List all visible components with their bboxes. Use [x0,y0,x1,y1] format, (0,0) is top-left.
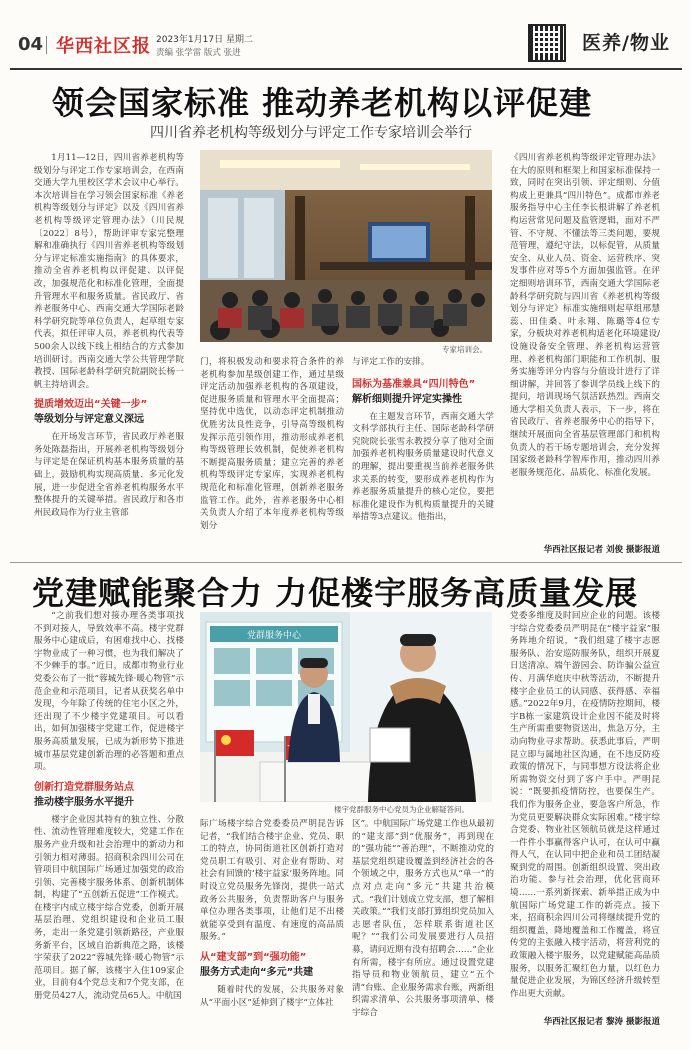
article1-paragraph-4: 与评定工作的安排。 [352,357,430,367]
editors-line: 责编 张学雷 版式 张进 [156,48,241,58]
article1-paragraph-5: 在主题发言环节，西南交通大学文科学部执行主任、国际老龄科学研究院院长张雪永教授分享了他对全面加强养老机构服务质量建设时代意义的理解，提出要重视当前养老服务供求关系的转变，要形成养老机构作为养老服务质量提升的核心定位，要把标准化建设作为机构质量提升的关键举措等3点建议。他指出， [352,411,494,523]
article-divider [10,562,682,563]
article2-paragraph-2: 楼宇企业因其特有的独立性、分散性、流动性管理难度较大，党建工作在服务产业升级和社会治理中的新动力和引领力相对薄弱。招商积余四川公司在管项目中航国际广场通过加强党的政治引领、完善楼宇服务体系、创新机制体制，构建了“五创新五促进”工作模式。在楼宇内成立楼宇综合党委，创新开展基层治理、党组织建设和企业员工服务，走出一条党建引领新路径，产业服务新平台，区域自治新典范之路，该楼宇荣获了2022“蓉城先锋·暖心物管”示范项目。据了解，该楼宇入住109家企业，目前有4个党总支和7个党支部，在册党员427人，流动党员65人。中航国 [34,814,184,1002]
article2-paragraph-1: “之前我们想对接办理各类事项找不到对接人，导致效率不高。楼宇党群服务中心建成后，有困难找中心、找楼宇物业成了一种习惯，也为我们解决了不少棘手的事。”近日，成都市物业行业党委公布了一批“蓉城先锋·暖心物管”示范企业和示范项目，记者从获奖名单中发现，今年除了传统的住宅小区之外，还出现了不少楼宇党建项目。可以看出，如何加强楼宇党建工作，促进楼宇服务高质量发展，已成为新形势下推进城市基层党建创新治理的必答题和重点项。 [34,611,184,773]
article2-subheading-black-2: 服务方式走向“多元”共建 [200,966,314,978]
article1-byline: 华西社区报记者 刘俊 摄影报道 [543,545,660,555]
article2-subheading-red-1: 创新打造党群服务站点 [34,781,134,793]
article1-paragraph-1: 1月11—12日，四川省养老机构等级划分与评定工作专家培训会，在西南交通大学九里校区学术会议中心举行。本次培训旨在学习领会国家标准《养老机构等级划分与评定》以及《四川省养老机构等级评定管理办法》（川民规〔2022〕8号），帮助评审专家完整理解和准确执行《四川省养老机构等级划分与评定标准实施指南》的具体要求，推动全省养老机构以评促建、以评促改，加强规范化和标准化管理，全面提升管理水平和服务质量。省民政厅、省养老服务中心、西南交通大学国际老龄科学研究院等单位负责人，起草组专家代表，拟任评审人员，养老机构代表等500余人以线下线上相结合的方式参加培训研讨。西南交通大学公共管理学院教授、国际老龄科学研究院副院长杨一帆主持培训会。 [34,153,184,390]
service-center-photo [200,612,492,802]
banner-text: 党群服务中心 [246,631,302,641]
article1-paragraph-3: 门，将积极发动和要求符合条件的养老机构参加星级创建工作，通过星级评定活动加强养老机构的各项建设，促进服务质量和管理水平全面提高；坚持优中选优，以动态评定机制推动优胜劣汰良性竞争，引导高等级机构发挥示范引领作用，推动形成养老机构等级管理长效机制，促使养老机构不断提高服务质量；建立完善的养老机构等级评定专家库，实现养老机构规范化和标准化管理，创新养老服务监管工作。此外，省养老服务中心相关负责人介绍了本年度养老机构等级划分 [200,357,344,531]
article2-column-2 [200,818,344,1028]
article1-column-2 [200,356,344,558]
header-separator [46,36,47,54]
article1-column-4 [510,152,660,544]
issue-date: 2023年1月17日 星期二 [156,35,253,45]
paper-name: 华西社区报 [56,36,151,57]
article1-subheading-red-2: 国标为基准兼具“四川特色” [352,378,476,390]
article1-subheading-black-2: 解析细则提升评定实操性 [352,393,462,405]
qr-code-icon [528,24,566,62]
article2-headline: 党建赋能聚合力 力促楼宇服务高质量发展 [32,574,639,612]
article2-photo-caption: 楼宇党群服务中心党员为企业解疑答问。 [334,805,469,814]
article2-column-1 [34,610,184,1028]
article2-paragraph-6: 党委多维度及时回应企业的问题。该楼宇综合党委委员严明昆在“楼宇益家”服务阵地介绍说，“我们组建了楼宇志愿服务队、治安巡防服务队，组织开展夏日送清凉、端午游园会、防诈骗公益宣传、月满华庭庆中秋等活动，不断提升楼宇企业员工的认同感、获得感、幸福感。”2022年9月，在疫情防控期间，楼宇B栋一家建筑设计企业因不能及时将生产所需重要物资送出，焦急万分，主动向物业寻求帮助。获悉此事后，严明昆立即与属地社区沟通，在不违反防疫政策的情况下，与同事想方设法将企业所需物资交付到了客户手中。严明昆说：“既要抓疫情防控，也要保生产。我们作为服务企业，要急客户所急，作为党员更要解决群众实际困难。”楼宇综合党委、物业社区领航员就是这样通过一件件小事赢得客户认可，在认可中赢得人气，在认同中把企业和员工团结凝聚到党的周围。创新组织设置、突出政治功能、参与社会治理，优化营商环境……一系列新探索、新举措正成为中航国际广场党建工作的新亮点。接下来，招商积余四川公司将继续提升党的组织覆盖，降地覆盖和工作覆盖，将宣传党的主张融入楼宇活动，将营利党的政策融入楼宇服务，以党建赋能高品质服务，以服务汇聚红色力量，以红色力量促进企业发展，为锦区经济升级转型作出更大贡献。 [510,611,660,999]
article2-byline: 华西社区报记者 黎涛 摄影报道 [543,1017,660,1027]
article2-paragraph-4: 随着时代的发展，公共服务对象从“平面小区”延伸到了楼宇“立体社 [200,984,344,1008]
article2-column-4 [510,610,660,1014]
article2-paragraph-3: 际广场楼宇综合党委委员严明昆告诉记者，“我们结合楼宇企业、党员、职工的特点，协同街道社区创新打造对党员职工有吸引、对企业有帮助、对社会有回馈的‘楼宇益家’服务阵地。同时设立党员服务先锋岗，提供一站式政务公共服务，负责帮助客户与服务单位办理各类事项，让他们足不出楼就能享受到有温度、有速度的高品质服务。” [200,819,344,943]
article1-paragraph-6: 《四川省养老机构等级评定管理办法》在大的原则和框架上和国家标准保持一致，同时在突出引领、评定细则、分值构成上更兼具“四川特色”。成都市养老服务指导中心主任李长根讲解了养老机构运营常见问题及监管逻辑，面对不严管、不守规、不懂法等三类问题，要规范管理，遵纪守法，以标促管，从质量安全、从业人员、资金、运营秩序、突发事件应对等5个方面加强监管。在评定细则培训环节，西南交通大学国际老龄科学研究院与四川省《养老机构等级划分与评定》标准实施细则起草组邢慧蕊、田佳桑、叶永翔、陈璐等4位专家，分板块对养老机构适老化环境建设/设施设备安全管理、养老机构运营管理、养老机构部门职能和工作机制、服务实施等评分内容与分值设计进行了详细讲解，并回答了参训学员线上线下的提问，培训现场气氛活跃热烈。西南交通大学相关负责人表示，下一步，将在省民政厅、省养老服务中心的指导下，继续开展面向全省基层管理部门和机构负责人的若干场专题培训会，充分发挥国家级老龄科学智库作用，推动四川养老服务规范化、品质化、标准化发展。 [510,153,660,478]
section-name: 医养/物业 [582,32,670,54]
article1-headline: 领会国家标准 推动养老机构以评促建 [52,84,593,122]
article1-subhead: 四川省养老机构等级划分与评定工作专家培训会举行 [150,125,472,141]
page-number: 04 [18,34,44,55]
training-photo-illustration [200,150,492,342]
page-header [10,22,682,68]
article1-subheading-black-1: 等级划分与评定意义深远 [34,414,144,426]
header-rule [10,68,682,70]
article1-column-3 [352,356,494,558]
article2-paragraph-5: 区”。中航国际广场党建工作也从最初的“建支部”到“优服务”，再到现在的“强功能”“善治理”，不断推动党的基层党组织建设覆盖到经济社会的各个领域之中，服务方式也从“单一”的点对点走向“多元”共建共治模式。“我们计划成立党支部，想了解相关政策。”“我们支部打算组织党员加入志愿者队伍，怎样联系街道社区呢？”“我们公司发展要进行人员招募，请问近期有没有招聘会……”企业有所需，楼宇有所应。通过设置党建指导员和物业领航员，建立“五个清”台账、企业服务需求台账，两新组织需求清单、公共服务事项清单、楼宇综合 [352,819,494,1018]
article2-column-3 [352,818,494,1028]
article2-subheading-red-2: 从“建支部”到“强功能” [200,951,307,963]
article1-subheading-red-1: 提质增效迈出“关键一步” [34,399,148,411]
service-photo-illustration [200,612,492,802]
article1-column-1 [34,152,184,558]
article1-paragraph-2: 在开场发言环节，省民政厅养老服务处陈磊指出，开展养老机构等级划分与评定是在保证机构基本服务质量的基础上，鼓励机构实现高质量、多元化发展，进一步促进全省养老机构服务水平整体提升的关键举措。省民政厅和各市州民政局作为行业主管部 [34,432,184,518]
article2-subheading-black-1: 推动楼宇服务水平提升 [34,796,134,808]
article1-photo-caption: 专家培训会。 [442,345,487,354]
training-session-photo [200,150,492,342]
